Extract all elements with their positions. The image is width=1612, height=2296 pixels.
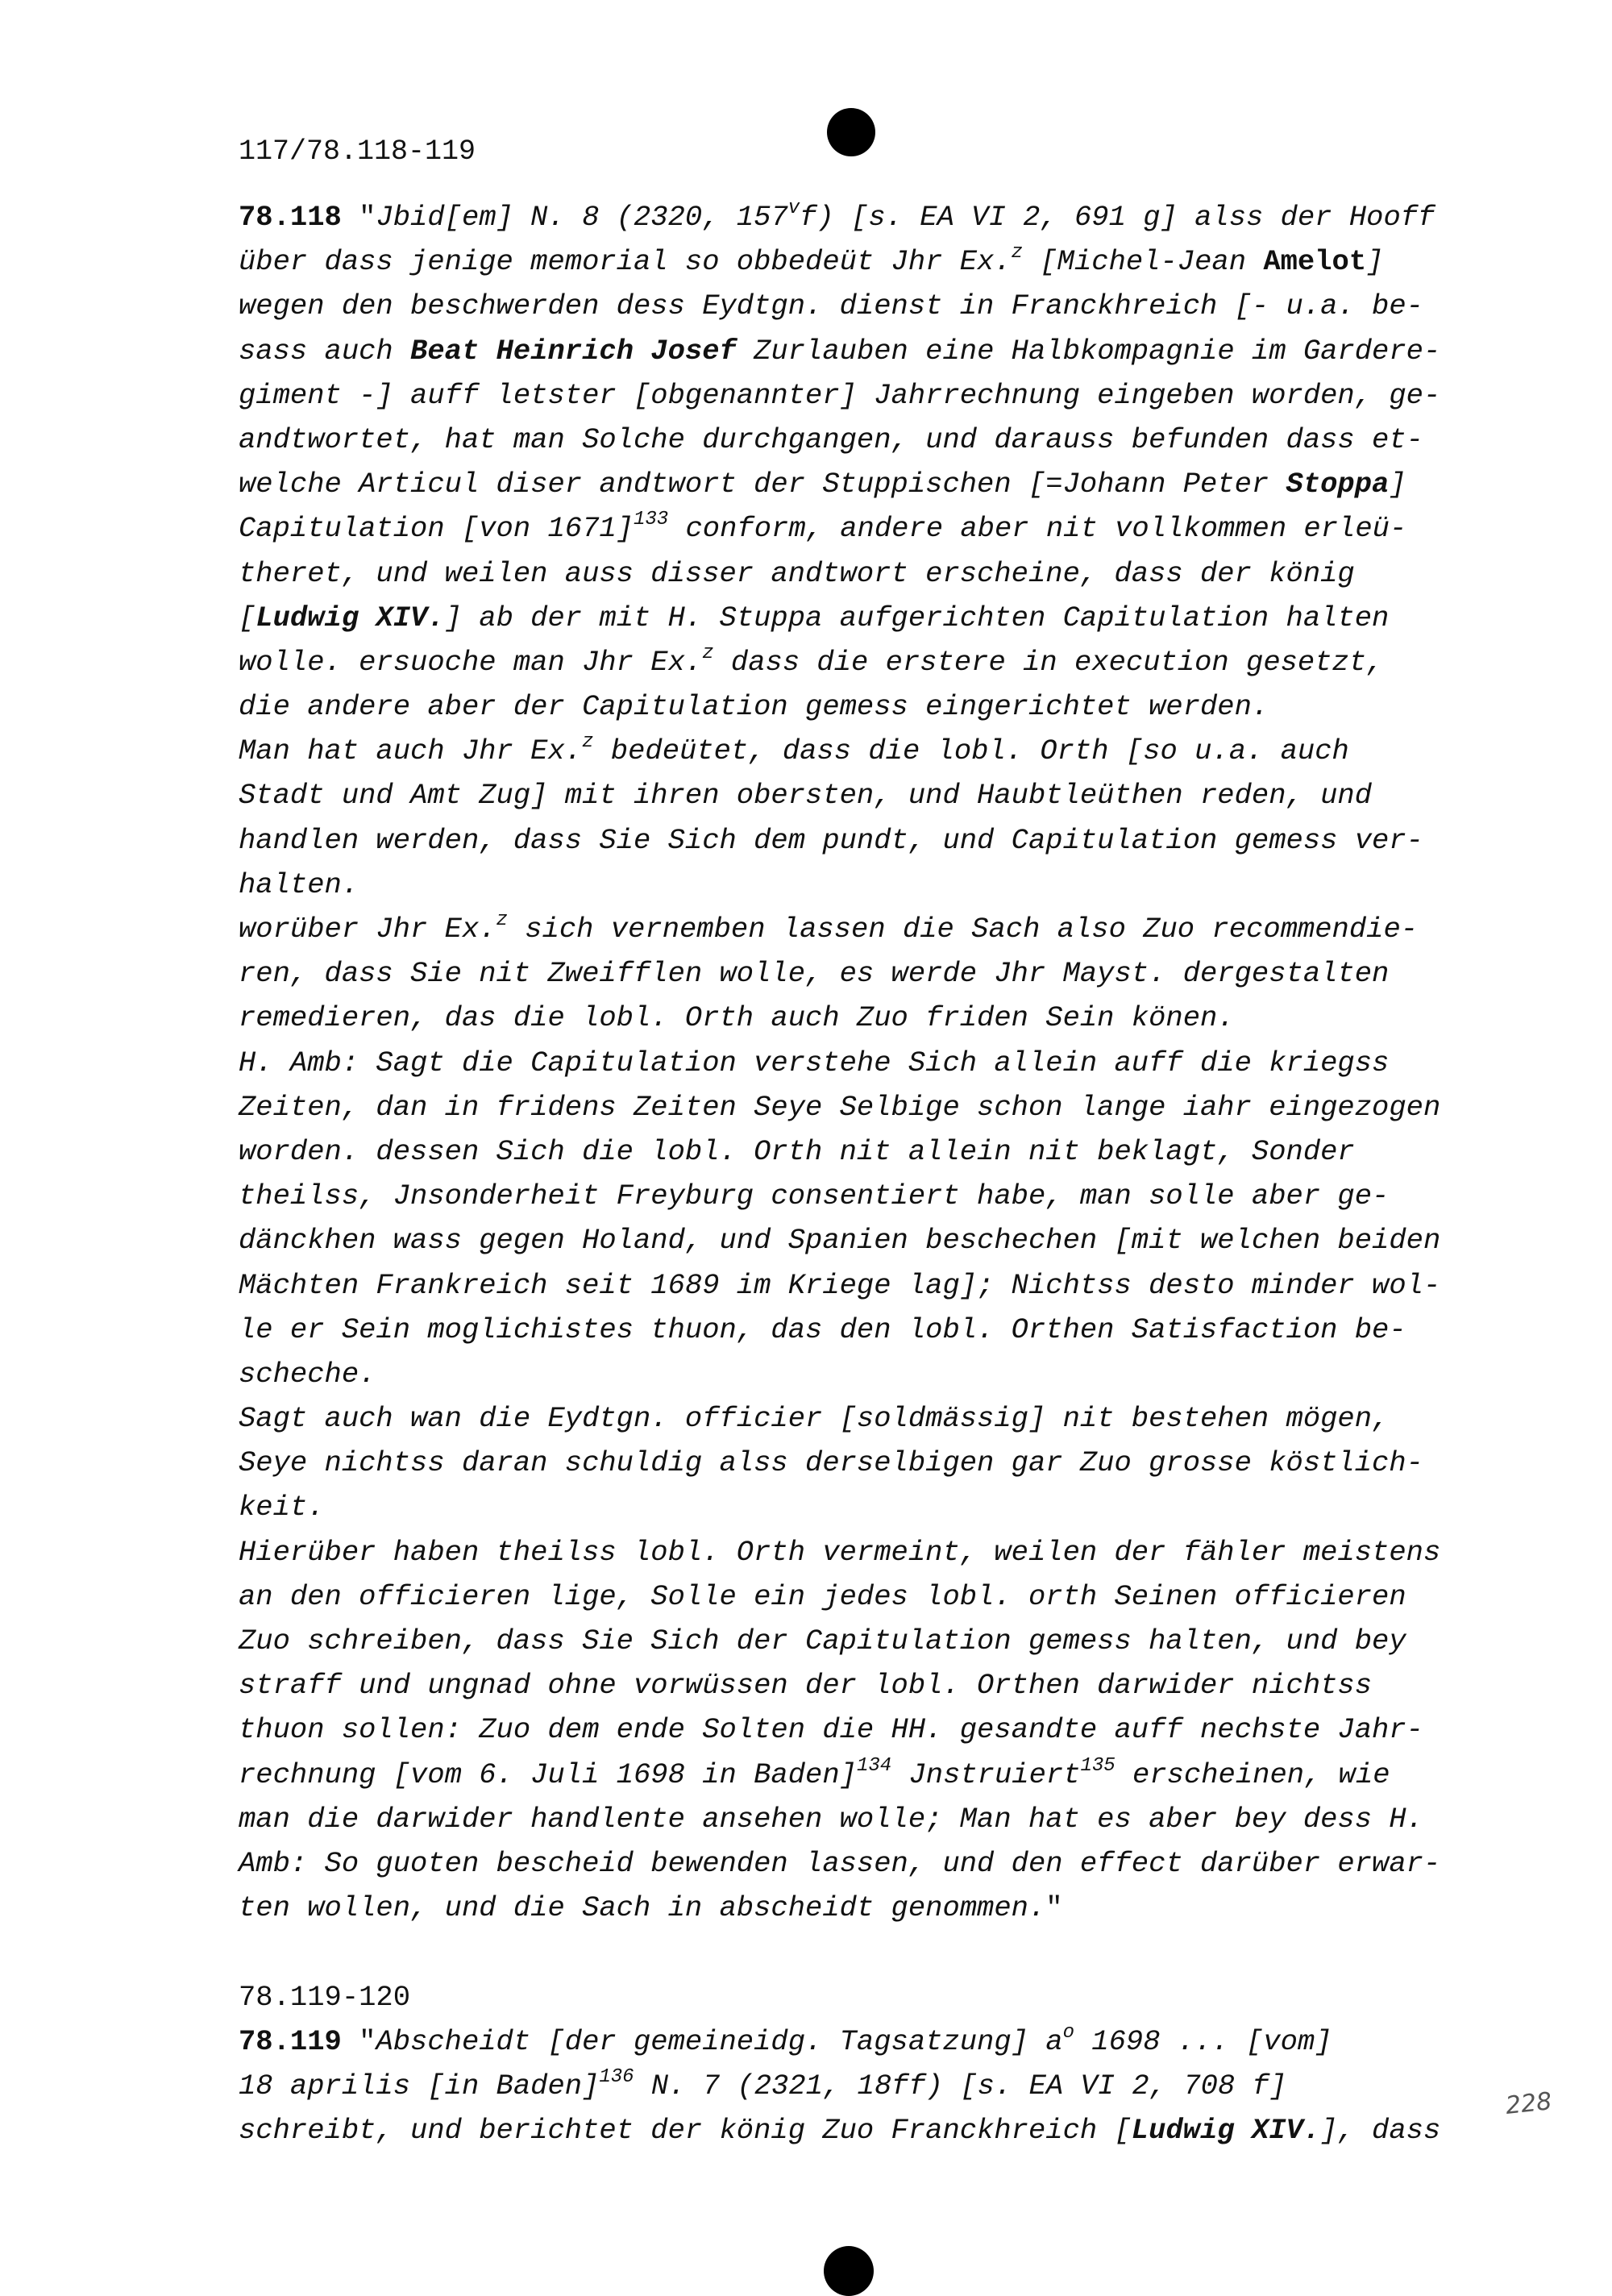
text-segment: Man hat auch Jhr Ex. — [239, 734, 583, 768]
text-segment: Sagt auch wan die Eydtgn. officier [soldmässig] nit bestehen mögen, — [239, 1402, 1390, 1436]
text-segment: erscheinen, wie — [1115, 1757, 1390, 1791]
footnote-superscript: z — [1011, 242, 1024, 264]
text-segment: scheche. — [239, 1357, 376, 1391]
text-segment: Capitulation [von 1671] — [239, 512, 634, 546]
text-line — [239, 640, 1480, 684]
text-segment: Stadt und Amt Zug] mit ihren obersten, und Haubtleüthen reden, und — [239, 779, 1373, 813]
text-segment: ], dass — [1320, 2114, 1441, 2148]
footnote-superscript: z — [496, 909, 508, 931]
text-segment: man die darwider handlente ansehen wolle; Man hat es aber bey dess H. — [239, 1802, 1423, 1836]
text-line — [239, 1396, 1480, 1441]
bold-name: Beat Heinrich Josef — [410, 334, 737, 368]
text-line — [239, 996, 1480, 1040]
text-segment: worüber Jhr Ex. — [239, 913, 496, 946]
text-segment: Hierüber haben theilss lobl. Orth vermeint, weilen der fähler meistens — [239, 1535, 1441, 1569]
text-line — [239, 1485, 1480, 1529]
text-line — [239, 506, 1480, 551]
text-segment: keit. — [239, 1491, 325, 1524]
footnote-superscript: 135 — [1080, 1754, 1116, 1777]
text-segment: Amb: So guoten bescheid bewenden lassen, und den effect darüber erwar- — [239, 1846, 1441, 1880]
text-segment: straff und ungnad ohne vorwüssen der lobl. Orthen darwider nichtss — [239, 1669, 1373, 1703]
text-line — [239, 1753, 1480, 1797]
text-line — [239, 1841, 1480, 1886]
text-line — [239, 1441, 1480, 1485]
text-line — [239, 863, 1480, 907]
bold-name: Ludwig XIV. — [256, 601, 445, 634]
text-segment: [Michel-Jean — [1023, 245, 1264, 279]
text-segment: 18 aprilis [in Baden] — [239, 2069, 600, 2103]
text-segment: Seye nichtss daran schuldig alss derselbigen gar Zuo grosse köstlich- — [239, 1446, 1423, 1480]
footnote-superscript: 134 — [856, 1754, 892, 1777]
text-segment: wegen den beschwerden dess Eydtgn. dienst in Franckhreich [- u.a. be- — [239, 289, 1423, 323]
text-line — [239, 1574, 1480, 1619]
upright-text: " — [1045, 1891, 1063, 1925]
text-segment: bedeütet, dass die lobl. Orth [so u.a. auch — [593, 734, 1349, 768]
bold-name: Stoppa — [1286, 468, 1390, 501]
text-segment: Jnstruiert — [891, 1757, 1081, 1791]
text-line — [239, 729, 1480, 773]
text-segment: N. 7 (2321, 18ff) [s. EA VI 2, 708 f] — [634, 2069, 1287, 2103]
bold-reference: 78.118 — [239, 201, 342, 234]
text-line — [239, 1930, 1480, 1974]
text-segment: Jbid[em] N. 8 (2320, 157 — [376, 201, 788, 234]
upright-text: " — [341, 2024, 376, 2058]
bold-reference: Amelot — [1263, 245, 1367, 279]
text-segment: andtwortet, hat man Solche durchgangen, und darauss befunden dass et- — [239, 422, 1423, 456]
footnote-superscript: z — [582, 731, 594, 754]
text-line — [239, 1263, 1480, 1308]
text-line — [239, 2019, 1480, 2064]
text-segment: schreibt, und berichtet der könig Zuo Franckhreich [ — [239, 2114, 1132, 2148]
text-line — [239, 1797, 1480, 1841]
bold-reference: 78.119 — [239, 2024, 342, 2058]
text-segment: Abscheidt [der gemeineidg. Tagsatzung] a — [376, 2024, 1063, 2058]
text-segment: Mächten Frankreich seit 1689 im Kriege lag]; Nichtss desto minder wol- — [239, 1268, 1441, 1302]
text-line — [239, 818, 1480, 863]
text-line — [239, 1041, 1480, 1085]
text-segment: welche Articul diser andtwort der Stuppischen [=Johann Peter — [239, 468, 1286, 501]
text-line — [239, 2108, 1480, 2152]
bold-name: Ludwig XIV. — [1131, 2114, 1321, 2148]
text-line — [239, 1129, 1480, 1174]
text-line — [239, 596, 1480, 640]
text-segment: theilss, Jnsonderheit Freyburg consentiert habe, man solle aber ge- — [239, 1179, 1390, 1213]
text-segment: an den officieren lige, Solle ein jedes lobl. orth Seinen officieren — [239, 1579, 1406, 1613]
text-line — [239, 1886, 1480, 1930]
text-segment: ] — [1366, 245, 1384, 279]
text-line — [239, 1975, 1480, 2019]
text-line — [239, 1308, 1480, 1352]
text-segment: ] — [1389, 468, 1406, 501]
text-line — [239, 1085, 1480, 1129]
footnote-superscript: v — [787, 198, 800, 219]
text-line — [239, 329, 1480, 373]
text-line — [239, 1707, 1480, 1752]
text-line — [239, 1352, 1480, 1396]
text-segment: ] ab der mit H. Stuppa aufgerichten Capitulation halten — [444, 601, 1390, 634]
punch-hole-bottom — [824, 2246, 874, 2296]
text-segment: über dass jenige memorial so obbedeüt Jhr Ex. — [239, 245, 1012, 279]
text-line — [239, 195, 1480, 239]
text-line — [239, 1530, 1480, 1574]
punch-hole-top — [827, 108, 875, 156]
text-segment: dänckhen wass gegen Holand, und Spanien beschechen [mit welchen beiden — [239, 1224, 1441, 1258]
text-segment: Zuo schreiben, dass Sie Sich der Capitulation gemess halten, und bey — [239, 1624, 1406, 1658]
handwritten-page-number: 228 — [1504, 2087, 1553, 2120]
text-segment: H. Amb: Sagt die Capitulation verstehe Sich allein auff die kriegss — [239, 1046, 1390, 1079]
text-line — [239, 551, 1480, 596]
text-segment: die andere aber der Capitulation gemess eingerichtet werden. — [239, 690, 1269, 724]
text-segment: rechnung [vom 6. Juli 1698 in Baden] — [239, 1757, 857, 1791]
text-segment: theret, und weilen auss disser andtwort erscheine, dass der könig — [239, 556, 1355, 590]
text-segment: ren, dass Sie nit Zweifflen wolle, es werde Jhr Mayst. dergestalten — [239, 957, 1390, 991]
text-line — [239, 1218, 1480, 1262]
page-reference-header: 117/78.118-119 — [239, 135, 476, 168]
text-line — [239, 1619, 1480, 1663]
text-segment: handlen werden, dass Sie Sich dem pundt, und Capitulation gemess ver- — [239, 823, 1423, 857]
text-segment: dass die erstere in execution gesetzt, — [713, 645, 1384, 679]
text-segment: remedieren, das die lobl. Orth auch Zuo friden Sein könen. — [239, 1001, 1235, 1035]
text-line — [239, 462, 1480, 506]
text-line — [239, 907, 1480, 951]
footnote-superscript: o — [1062, 2021, 1074, 2044]
text-segment: halten. — [239, 867, 359, 901]
text-segment: le er Sein moglichistes thuon, das den lobl. Orthen Satisfaction be- — [239, 1312, 1406, 1346]
text-line — [239, 1174, 1480, 1218]
document-body — [239, 195, 1480, 2152]
text-segment: sich vernemben lassen die Sach also Zuo recommendie- — [507, 913, 1419, 946]
footnote-superscript: z — [702, 642, 714, 664]
text-segment: Zeiten, dan in fridens Zeiten Seye Selbige schon lange iahr eingezogen — [239, 1090, 1441, 1124]
text-segment: sass auch — [239, 334, 411, 368]
upright-text: 78.119-120 — [239, 1980, 411, 2014]
text-segment: worden. dessen Sich die lobl. Orth nit allein nit beklagt, Sonder — [239, 1134, 1355, 1168]
text-segment: ten wollen, und die Sach in abscheidt genommen. — [239, 1891, 1046, 1925]
text-line — [239, 418, 1480, 462]
text-line — [239, 2064, 1480, 2108]
text-segment: f) [s. EA VI 2, 691 g] alss der Hooff — [800, 201, 1435, 234]
text-segment: giment -] auff letster [obgenannter] Jahrrechnung eingeben worden, ge- — [239, 378, 1441, 412]
text-line — [239, 284, 1480, 328]
text-segment: Zurlauben eine Halbkompagnie im Gardere- — [736, 334, 1441, 368]
upright-text: " — [341, 201, 376, 234]
text-segment: [ — [239, 601, 256, 634]
text-segment: thuon sollen: Zuo dem ende Solten die HH. gesandte auff nechste Jahr- — [239, 1713, 1423, 1747]
text-line — [239, 373, 1480, 418]
text-segment: conform, andere aber nit vollkommen erleü- — [668, 512, 1407, 546]
footnote-superscript: 136 — [599, 2065, 634, 2088]
text-line — [239, 1663, 1480, 1707]
text-segment: wolle. ersuoche man Jhr Ex. — [239, 645, 703, 679]
text-line — [239, 684, 1480, 729]
text-segment: 1698 ... [vom] — [1074, 2024, 1332, 2058]
footnote-superscript: 133 — [633, 509, 669, 531]
text-line — [239, 773, 1480, 817]
text-line — [239, 951, 1480, 996]
text-line — [239, 239, 1480, 284]
